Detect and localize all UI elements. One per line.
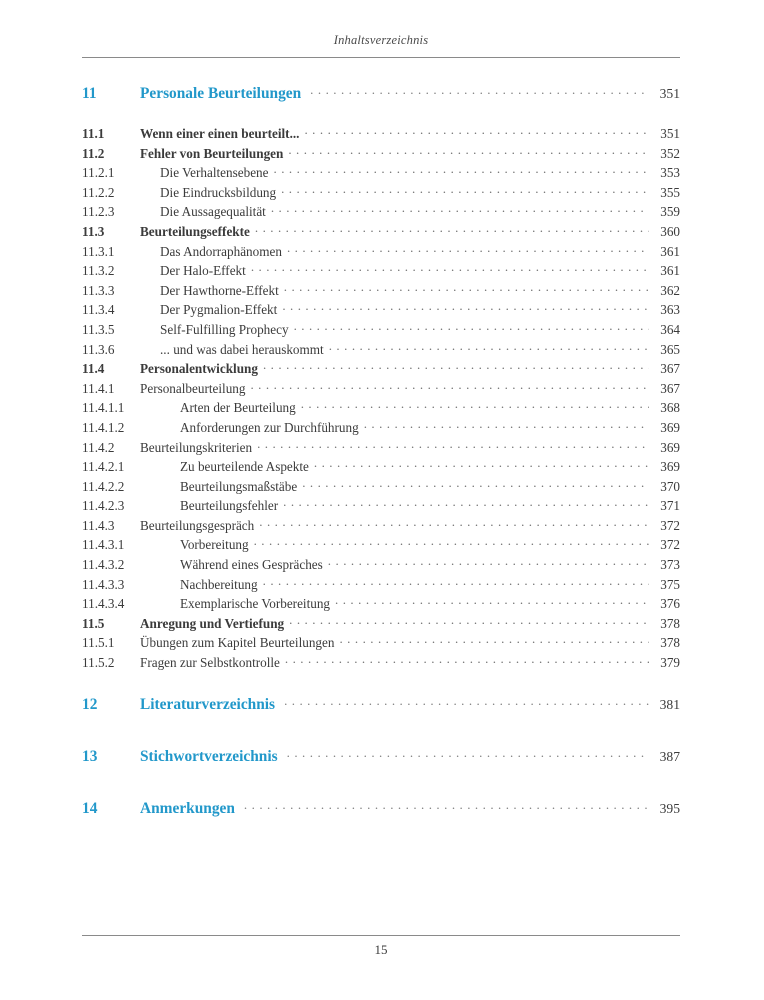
toc-entry-title: Exemplarische Vorbereitung <box>180 596 331 612</box>
toc-entry-row[interactable] <box>82 396 680 416</box>
dot-leader <box>289 612 649 628</box>
toc-entry-row[interactable] <box>82 279 680 299</box>
toc-entry-title: Fehler von Beurteilungen <box>140 145 284 161</box>
dot-leader <box>274 161 649 177</box>
dot-leader <box>339 631 649 647</box>
toc-entry-title: Die Verhaltensebene <box>160 165 269 181</box>
toc-entry-title: Die Aussagequalität <box>160 204 266 220</box>
dot-leader <box>301 396 649 412</box>
toc-entry-number: 11.3.3 <box>82 282 115 298</box>
toc-entry-number: 11.4.3.4 <box>82 596 125 612</box>
footer-rule <box>82 935 680 936</box>
toc-entry-page: 375 <box>660 576 680 592</box>
toc-entry-number: 11.5.2 <box>82 655 115 671</box>
toc-entry-number: 11 <box>82 85 97 102</box>
toc-entry-title: Beurteilungsgespräch <box>140 517 255 533</box>
dot-leader <box>284 279 649 295</box>
toc-entry-page: 379 <box>660 655 680 671</box>
toc-entry-row[interactable] <box>82 455 680 475</box>
dot-leader <box>244 797 649 813</box>
toc-entry-page: 395 <box>659 800 680 816</box>
toc-entry-page: 361 <box>660 263 680 279</box>
toc-entry-page: 367 <box>660 380 680 396</box>
toc-entry-number: 11.4 <box>82 361 105 377</box>
toc-entry-title: Übungen zum Kapitel Beurteilungen <box>140 635 335 651</box>
toc-entry-number: 11.2.3 <box>82 204 115 220</box>
running-head: Inhaltsverzeichnis <box>333 33 429 47</box>
toc-entry-title: Anmerkungen <box>140 799 235 817</box>
toc-entry-page: 363 <box>660 302 680 318</box>
toc-entry-number: 11.3.1 <box>82 243 115 259</box>
toc-entry-number: 11.4.3.1 <box>82 537 125 553</box>
toc-entry-row[interactable] <box>82 494 680 514</box>
dot-leader <box>310 82 649 98</box>
toc-chapter-row[interactable] <box>82 797 680 827</box>
toc-entry-title: ... und was dabei herauskommt <box>160 341 324 357</box>
toc-entry-number: 13 <box>82 747 98 765</box>
dot-leader <box>314 455 649 471</box>
toc-entry-title: Personalbeurteilung <box>140 380 246 396</box>
toc-entry-row[interactable] <box>82 338 680 358</box>
toc-entry-row[interactable] <box>82 318 680 338</box>
toc-entry-number: 11.5 <box>82 615 105 631</box>
toc-entry-title: Anforderungen zur Durchführung <box>180 419 359 435</box>
toc-entry-row[interactable] <box>82 142 680 162</box>
toc-entry-title: Der Hawthorne-Effekt <box>160 282 279 298</box>
toc-entry-title: Der Halo-Effekt <box>160 263 246 279</box>
toc-entry-number: 11.2.1 <box>82 165 115 181</box>
toc-entry-number: 11.4.2.2 <box>82 478 125 494</box>
toc-entry-title: Anregung und Vertiefung <box>140 615 285 631</box>
spacer <box>82 112 680 122</box>
toc-entry-page: 362 <box>660 282 680 298</box>
dot-leader <box>284 693 649 709</box>
toc-entry-page: 372 <box>660 517 680 533</box>
toc-entry-number: 11.2 <box>82 145 105 161</box>
toc-entry-page: 378 <box>660 615 680 631</box>
dot-leader <box>263 357 649 373</box>
toc-entry-title: Beurteilungseffekte <box>140 223 250 239</box>
toc-entry-title: Stichwortverzeichnis <box>140 747 278 765</box>
toc-entry-title: Fragen zur Selbstkontrolle <box>140 655 280 671</box>
toc-entry-page: 351 <box>659 86 680 101</box>
toc-entry-page: 387 <box>659 748 680 764</box>
toc-entry-row[interactable] <box>82 475 680 495</box>
toc-entry-page: 361 <box>660 243 680 259</box>
toc-entry-row[interactable] <box>82 514 680 534</box>
toc-entry-row[interactable] <box>82 181 680 201</box>
toc-entry-row[interactable] <box>82 592 680 612</box>
dot-leader <box>282 298 649 314</box>
toc-entry-page: 368 <box>660 400 680 416</box>
dot-leader <box>288 142 649 158</box>
dot-leader <box>364 416 649 432</box>
dot-leader <box>263 573 649 589</box>
toc-entry-title: Vorbereitung <box>180 537 249 553</box>
dot-leader <box>259 514 649 530</box>
toc-entry-row[interactable] <box>82 298 680 318</box>
toc-entry-number: 11.4.1.1 <box>82 400 125 416</box>
toc-entry-page: 367 <box>660 361 680 377</box>
toc-entry-number: 11.4.2.3 <box>82 498 125 514</box>
dot-leader <box>294 318 649 334</box>
dot-leader <box>254 533 649 549</box>
toc-entry-number: 11.3.4 <box>82 302 115 318</box>
toc-entry-page: 353 <box>660 165 680 181</box>
toc-entry-number: 11.4.2 <box>82 439 115 455</box>
toc-entry-title: Beurteilungsmaßstäbe <box>180 478 298 494</box>
dot-leader <box>271 200 649 216</box>
toc-entry-title: Beurteilungsfehler <box>180 498 279 514</box>
toc-entry-row[interactable] <box>82 573 680 593</box>
toc-entry-row[interactable] <box>82 553 680 573</box>
toc-chapter-row[interactable] <box>82 693 680 723</box>
dot-leader <box>283 494 649 510</box>
toc-chapter-row[interactable] <box>82 82 680 112</box>
toc-entry-number: 11.1 <box>82 126 105 141</box>
toc-entry-number: 11.3.6 <box>82 341 115 357</box>
toc-entry-row[interactable] <box>82 651 680 671</box>
dot-leader <box>257 436 649 452</box>
toc-entry-title: Nachbereitung <box>180 576 258 592</box>
toc-entry-title: Das Andorraphänomen <box>160 243 282 259</box>
toc-entry-title: Personalentwicklung <box>140 361 258 377</box>
toc-entry-title: Beurteilungskriterien <box>140 439 253 455</box>
toc-entry-number: 11.4.1.2 <box>82 419 125 435</box>
toc-entry-page: 373 <box>660 557 680 573</box>
dot-leader <box>328 553 649 569</box>
dot-leader <box>287 745 649 761</box>
toc-entry-page: 359 <box>660 204 680 220</box>
toc-entry-page: 371 <box>660 498 680 514</box>
dot-leader <box>335 592 649 608</box>
toc-chapter-row[interactable] <box>82 745 680 775</box>
toc-entry-title: Literaturverzeichnis <box>140 695 276 713</box>
toc-entry-row[interactable] <box>82 200 680 220</box>
page-number: 15 <box>374 942 388 957</box>
toc-entry-page: 352 <box>660 145 680 161</box>
spacer <box>82 671 680 693</box>
dot-leader <box>329 338 649 354</box>
toc-entry-number: 11.4.3.3 <box>82 576 125 592</box>
toc-entry-page: 370 <box>660 478 680 494</box>
toc-entry-row[interactable] <box>82 161 680 181</box>
toc-entry-row[interactable] <box>82 533 680 553</box>
toc-entry-page: 365 <box>660 341 680 357</box>
toc-entry-title: Die Eindrucksbildung <box>160 184 277 200</box>
dot-leader <box>251 259 649 275</box>
toc-entry-page: 381 <box>659 696 680 712</box>
toc-entry-number: 11.2.2 <box>82 184 115 200</box>
toc-entry-page: 376 <box>660 596 680 612</box>
spacer <box>82 723 680 745</box>
dot-leader <box>255 220 649 236</box>
toc-entry-number: 11.3.2 <box>82 263 115 279</box>
toc-entry-row[interactable] <box>82 416 680 436</box>
toc-entry-row[interactable] <box>82 612 680 632</box>
table-of-contents <box>82 82 680 827</box>
dot-leader <box>285 651 649 667</box>
toc-entry-title: Personale Beurteilungen <box>140 85 302 102</box>
toc-entry-row[interactable] <box>82 220 680 240</box>
toc-entry-title: Self-Fulfilling Prophecy <box>160 321 289 337</box>
toc-entry-page: 369 <box>660 419 680 435</box>
toc-entry-row[interactable] <box>82 631 680 651</box>
toc-entry-title: Während eines Gespräches <box>180 557 323 573</box>
toc-entry-row[interactable] <box>82 240 680 260</box>
dot-leader <box>250 377 649 393</box>
dot-leader <box>304 122 649 138</box>
toc-entry-page: 360 <box>660 223 680 239</box>
toc-entry-number: 11.3.5 <box>82 321 115 337</box>
toc-entry-page: 351 <box>660 126 680 141</box>
toc-entry-page: 369 <box>660 439 680 455</box>
toc-entry-number: 12 <box>82 695 98 713</box>
dot-leader <box>281 181 649 197</box>
toc-entry-row[interactable] <box>82 122 680 142</box>
dot-leader <box>302 475 649 491</box>
toc-entry-page: 369 <box>660 459 680 475</box>
toc-entry-page: 364 <box>660 321 680 337</box>
toc-entry-page: 372 <box>660 537 680 553</box>
toc-entry-number: 14 <box>82 799 98 817</box>
toc-entry-title: Der Pygmalion-Effekt <box>160 302 278 318</box>
header-rule <box>82 57 680 58</box>
toc-entry-row[interactable] <box>82 357 680 377</box>
toc-entry-row[interactable] <box>82 436 680 456</box>
toc-entry-number: 11.3 <box>82 223 105 239</box>
toc-entry-title: Zu beurteilende Aspekte <box>180 459 309 475</box>
dot-leader <box>287 240 649 256</box>
toc-entry-number: 11.4.2.1 <box>82 459 125 475</box>
spacer <box>82 775 680 797</box>
toc-entry-title: Wenn einer einen beurteilt... <box>140 126 300 141</box>
toc-entry-page: 355 <box>660 184 680 200</box>
toc-entry-number: 11.4.3 <box>82 517 115 533</box>
toc-entry-row[interactable] <box>82 259 680 279</box>
toc-entry-title: Arten der Beurteilung <box>180 400 296 416</box>
toc-entry-number: 11.4.3.2 <box>82 557 125 573</box>
toc-entry-page: 378 <box>660 635 680 651</box>
toc-entry-number: 11.5.1 <box>82 635 115 651</box>
toc-entry-number: 11.4.1 <box>82 380 115 396</box>
toc-entry-row[interactable] <box>82 377 680 397</box>
